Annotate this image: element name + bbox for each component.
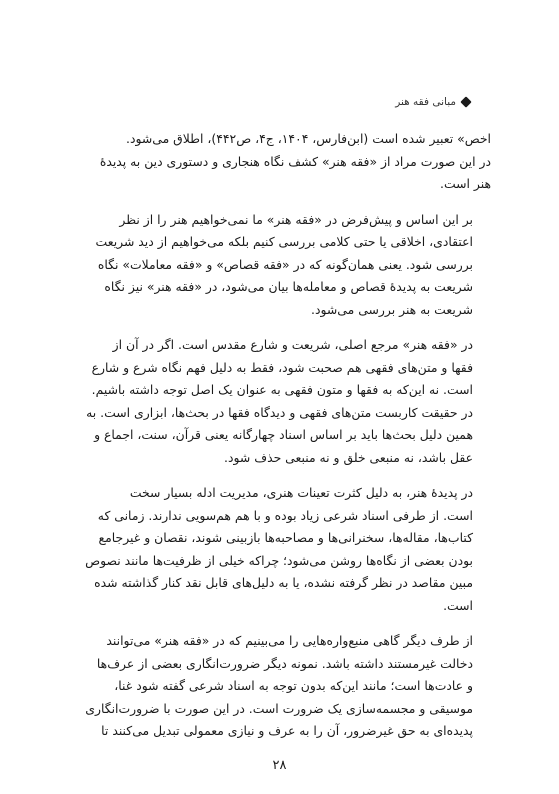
text-line: عقل باشد، نه منبعی خلق و نه منبعی حذف شود. <box>224 449 473 465</box>
running-header <box>395 96 470 108</box>
text-line: در «فقه هنر» مرجع اصلی، شریعت و شارع مقدس است. اگر در آن از <box>112 337 473 352</box>
text-line: کتاب‌ها، مقاله‌ها، سخنرانی‌ها و مصاحبه‌ها بازبینی شوند، نقصان و غیرجامع <box>98 530 473 545</box>
paragraph <box>58 630 491 743</box>
text-line: است. نه این‌که به فقها و متون فقهی به عنوان یک اصل توجه داشته باشیم. <box>91 382 473 397</box>
text-line: در پدیدۀ هنر، به دلیل کثرت تعینات هنری، مدیریت ادله بسیار سخت <box>129 485 473 500</box>
text-line: از طرف دیگر گاهی منبع‌واره‌هایی را می‌بینیم که در «فقه هنر» می‌توانند <box>106 633 473 648</box>
diamond-bullet-icon <box>460 96 471 107</box>
text-line: هنر است. <box>440 176 491 191</box>
text-line: اخص» تعبیر شده است (ابن‌فارس، ۱۴۰۴، ج۴، ص۴۴۲)، اطلاق می‌شود. <box>126 131 491 146</box>
text-line: فقها و متن‌های فقهی هم صحبت شود، فقط به دلیل فهم نگاه شرع و شارع <box>91 359 473 375</box>
text-line: موسیقی و مجسمه‌سازی یک ضرورت است. در این صورت با ضرورت‌انگاری <box>85 700 473 716</box>
text-line: شریعت به پدیدۀ قصاص و معامله‌ها بیان می‌شود، در «فقه هنر» نیز نگاه <box>104 279 473 294</box>
page-number: ۲۸ <box>272 758 287 773</box>
paragraph <box>58 128 491 196</box>
paragraph <box>58 482 491 617</box>
text-line: دخالت غیرمستند داشته باشد. نمونه دیگر ضرورت‌انگاری بعضی از عرف‌ها <box>96 655 473 671</box>
text-line: مبین مقاصد در نظر گرفته نشده، یا به دلیل‌های قابل نقد کنار گذاشته شده <box>94 575 473 590</box>
paragraph <box>58 334 491 469</box>
text-line: بررسی شود. یعنی همان‌گونه که در «فقه قصاص» و «فقه معاملات» نگاه <box>97 256 473 272</box>
text-line: بودن بعضی از نگاه‌ها روشن می‌شود؛ چراکه خیلی از ظرفیت‌ها مانند نصوص <box>85 552 473 568</box>
paragraph <box>58 209 491 322</box>
text-line: پدیده‌ای به حق غیرضرور، آن را به عرف و نیازی معمولی تبدیل می‌کنند تا <box>101 723 473 738</box>
text-line: است. <box>443 597 473 613</box>
body-text <box>58 128 491 756</box>
text-line: اعتقادی، اخلاقی یا حتی کلامی بررسی کنیم بلکه می‌خواهیم از دید شریعت <box>95 234 473 249</box>
running-header-title: مبانی فقه هنر <box>395 96 456 108</box>
text-line: شریعت به هنر بررسی می‌شود. <box>311 301 473 317</box>
text-line: در این صورت مراد از «فقه هنر» کشف نگاه هنجاری و دستوری دین به پدیدۀ <box>99 153 491 169</box>
text-line: و عادت‌ها است؛ مانند این‌که بدون توجه به اسناد شرعی گفته شود غنا، <box>114 678 473 693</box>
text-line: بر این اساس و پیش‌فرض در «فقه هنر» ما نمی‌خواهیم هنر را از نظر <box>119 211 473 227</box>
text-line: است. از طرفی اسناد شرعی زیاد بوده و با هم هم‌سویی ندارند. زمانی که <box>97 507 473 523</box>
text-line: همین دلیل بحث‌ها باید بر اساس اسناد چهارگانه یعنی قرآن، سنت، اجماع و <box>94 427 473 442</box>
text-line: در حقیقت کاربست متن‌های فقهی و دیدگاه فقها در بحث‌ها، ابزاری است. به <box>86 404 473 420</box>
